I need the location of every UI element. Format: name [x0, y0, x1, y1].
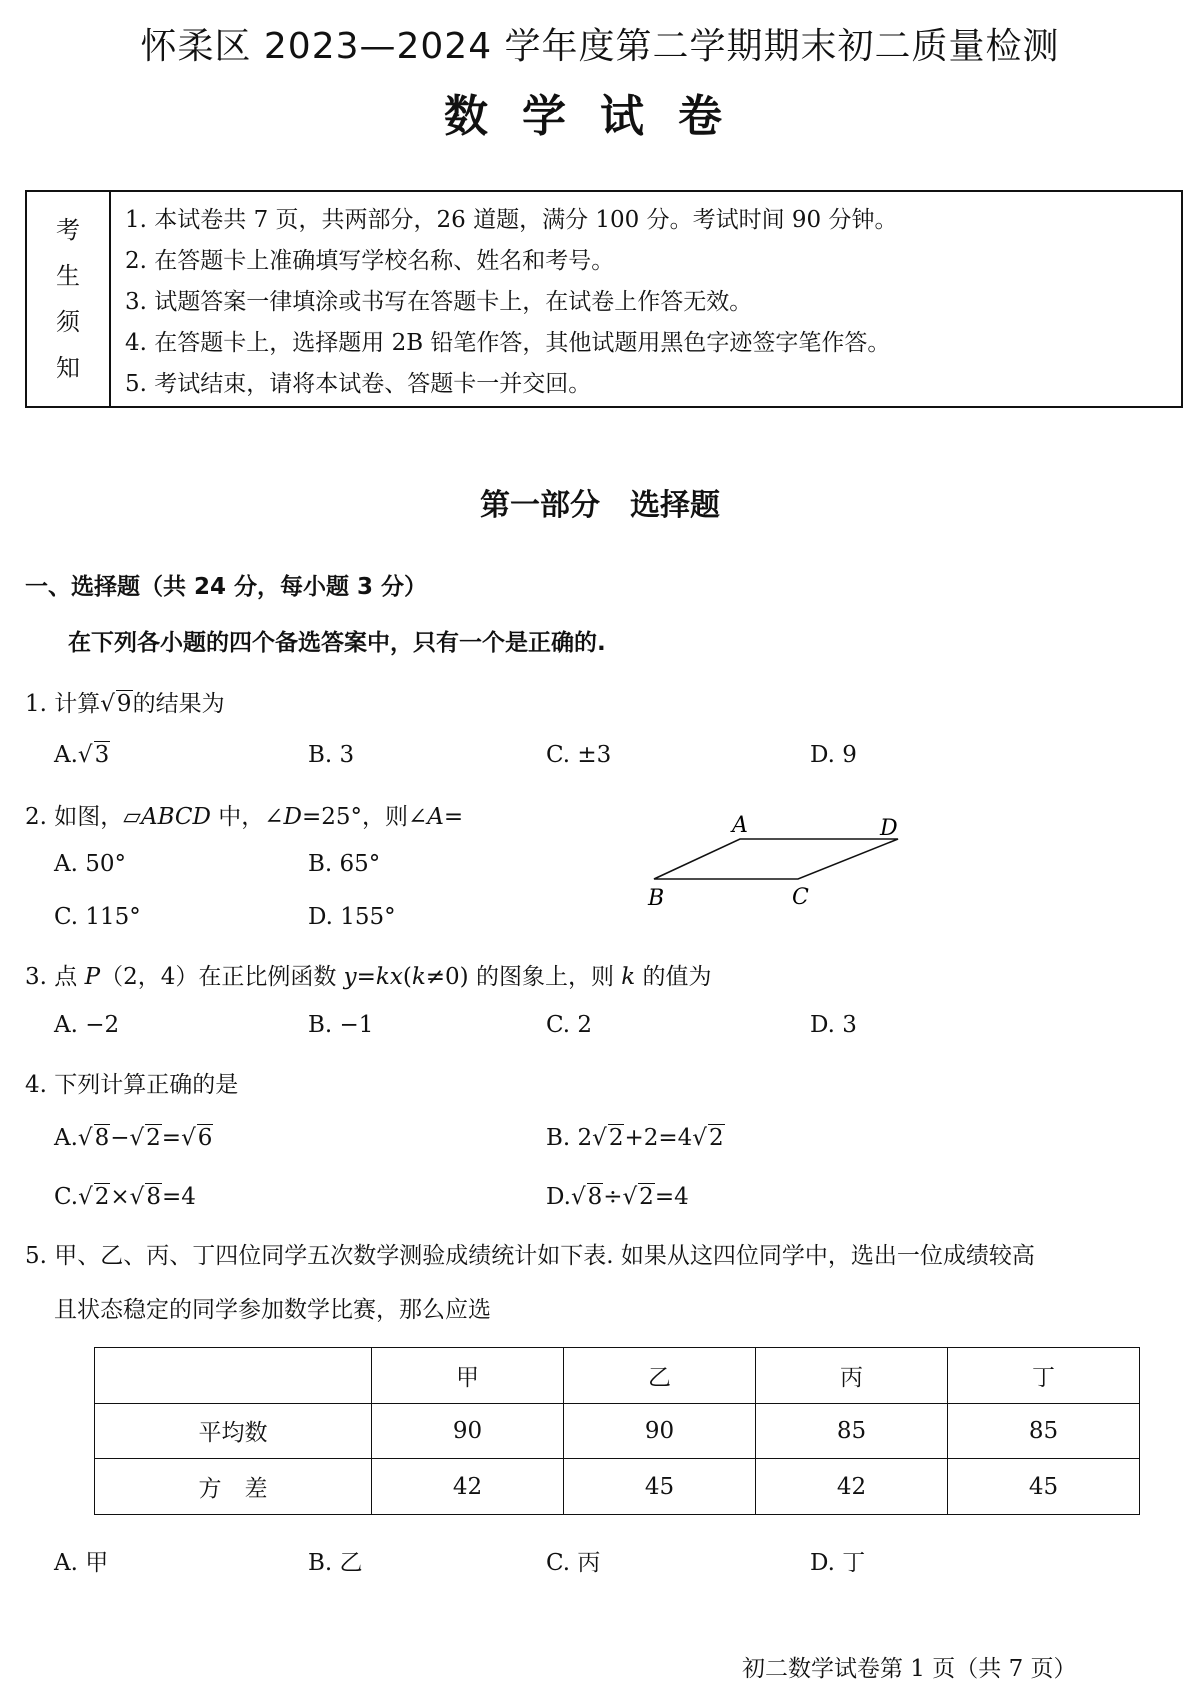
question-5-line2: 且状态稳定的同学参加数学比赛，那么应选: [54, 1297, 491, 1323]
q4-a-part: −: [110, 1125, 130, 1151]
notice-label-char: 须: [56, 308, 80, 336]
table-header-row: [95, 1348, 1140, 1404]
q5-option-a: A. 甲: [54, 1550, 109, 1576]
table-cell: 乙: [564, 1348, 756, 1404]
q3-stem-part: 3. 点: [25, 964, 85, 990]
q3-stem-part: ≠0) 的图象上，则: [425, 964, 622, 990]
question-2: [25, 798, 463, 831]
q2-stem-part: A: [427, 804, 444, 830]
parallelogram-figure: [640, 805, 920, 915]
table-cell: 45: [948, 1459, 1140, 1515]
q2-stem-part: D: [283, 804, 302, 830]
table-row: [95, 1459, 1140, 1515]
q4-d-part: 2: [639, 1184, 654, 1210]
q2-option-d: D. 155°: [308, 904, 396, 930]
q3-stem-part: （2，4）在正比例函数: [100, 964, 344, 990]
q4-option-b: B. 2√2+2=4√2: [546, 1125, 724, 1151]
notice-item: 5. 考试结束，请将本试卷、答题卡一并交回。: [125, 371, 592, 397]
exam-subtitle: 数学试卷: [444, 91, 756, 142]
q3-stem-part: (: [402, 964, 412, 990]
notice-item: 1. 本试卷共 7 页，共两部分，26 道题，满分 100 分。考试时间 90 分钟。: [125, 207, 898, 233]
table-cell: 方 差: [95, 1459, 372, 1515]
table-cell: 90: [372, 1403, 564, 1459]
q4-a-part: A.: [54, 1125, 78, 1151]
q3-stem-part: kx: [375, 964, 403, 990]
table-cell: 42: [372, 1459, 564, 1515]
vertex-b-label: B: [648, 886, 665, 911]
q3-stem-part: P: [84, 964, 101, 990]
section-heading: 一、选择题（共 24 分，每小题 3 分）: [25, 574, 428, 600]
q2-stem-part: ABCD: [140, 804, 211, 830]
question-5-line1: 5. 甲、乙、丙、丁四位同学五次数学测验成绩统计如下表. 如果从这四位同学中，选出一位成绩较高: [25, 1243, 1035, 1269]
q2-option-a: A. 50°: [54, 851, 126, 877]
notice-items: [111, 192, 898, 406]
table-cell: [95, 1348, 372, 1404]
q4-b-part: 2: [608, 1125, 624, 1151]
q4-d-part: ÷: [603, 1184, 623, 1210]
notice-label-char: 生: [56, 262, 80, 290]
notice-label-char: 知: [56, 354, 80, 382]
q5-option-d: D. 丁: [810, 1550, 866, 1576]
q4-c-part: 2: [94, 1184, 110, 1210]
q2-option-b: B. 65°: [308, 851, 381, 877]
q4-a-part: 6: [197, 1125, 213, 1151]
q2-stem-part: =: [443, 804, 464, 830]
candidate-notice-box: [25, 190, 1183, 408]
q2-stem-part: 中，∠: [210, 804, 284, 830]
exam-title: 怀柔区 2023—2024 学年度第二学期期末初二质量检测: [140, 26, 1060, 67]
notice-item: 2. 在答题卡上准确填写学校名称、姓名和考号。: [125, 248, 615, 274]
question-3: [25, 958, 712, 991]
q4-option-a: A.√8−√2=√6: [54, 1125, 213, 1151]
q1-option-b: B. 3: [308, 742, 355, 768]
table-cell: 85: [756, 1403, 948, 1459]
table-cell: 85: [948, 1403, 1140, 1459]
q4-option-c: C.√2×√8=4: [54, 1184, 196, 1210]
part-title: 第一部分 选择题: [480, 488, 720, 523]
vertex-d-label: D: [880, 816, 898, 841]
q1-option-a: A.√3: [54, 742, 110, 768]
table-row: [95, 1403, 1140, 1459]
q1-option-c: C. ±3: [546, 742, 612, 768]
notice-item: 3. 试题答案一律填涂或书写在答题卡上，在试卷上作答无效。: [125, 289, 753, 315]
q4-option-d: D.√8÷√2=4: [546, 1184, 689, 1210]
q4-d-part: 8: [587, 1184, 603, 1210]
q4-c-part: ×: [110, 1184, 130, 1210]
table-cell: 平均数: [95, 1403, 372, 1459]
q3-option-b: B. −1: [308, 1012, 374, 1038]
q4-d-part: D.: [546, 1184, 571, 1210]
q5-option-b: B. 乙: [308, 1550, 363, 1576]
q1-a-label: A.: [54, 742, 78, 768]
q2-option-c: C. 115°: [54, 904, 141, 930]
parallelogram-abcd: [654, 839, 898, 879]
q4-b-part: 2: [708, 1125, 724, 1151]
q3-stem-part: =: [356, 964, 376, 990]
page-footer: 初二数学试卷第 1 页（共 7 页）: [742, 1656, 1077, 1682]
q2-stem-part: 2. 如图，▱: [25, 804, 141, 830]
q4-d-part: =4: [654, 1184, 689, 1210]
table-cell: 42: [756, 1459, 948, 1515]
question-1: 1. 计算√9的结果为: [25, 691, 225, 717]
q3-stem-part: 的值为: [635, 964, 712, 990]
notice-label-char: 考: [56, 216, 80, 244]
q3-option-d: D. 3: [810, 1012, 857, 1038]
score-table: [94, 1347, 1140, 1515]
q4-b-part: B. 2: [546, 1125, 593, 1151]
vertex-c-label: C: [792, 885, 809, 910]
q4-c-part: C.: [54, 1184, 79, 1210]
q4-c-part: =4: [161, 1184, 196, 1210]
notice-item: 4. 在答题卡上，选择题用 2B 铅笔作答，其他试题用黑色字迹签字笔作答。: [125, 330, 891, 356]
q4-c-part: 8: [146, 1184, 161, 1210]
q3-stem-part: k: [411, 964, 426, 990]
q5-option-c: C. 丙: [546, 1550, 601, 1576]
q2-stem-part: =25°，则∠: [301, 804, 428, 830]
table-cell: 45: [564, 1459, 756, 1515]
q4-a-part: =: [161, 1125, 182, 1151]
table-cell: 丙: [756, 1348, 948, 1404]
q3-option-a: A. −2: [54, 1012, 120, 1038]
table-cell: 90: [564, 1403, 756, 1459]
q3-option-c: C. 2: [546, 1012, 593, 1038]
q4-a-part: 8: [94, 1125, 110, 1151]
q1-radicand: 9: [116, 691, 132, 717]
q3-stem-part: y: [343, 964, 357, 990]
table-cell: 甲: [372, 1348, 564, 1404]
q1-stem-pre: 1. 计算: [25, 691, 101, 717]
q1-a-radicand: 3: [94, 742, 110, 768]
table-cell: 丁: [948, 1348, 1140, 1404]
q4-a-part: 2: [146, 1125, 161, 1151]
q1-stem-post: 的结果为: [132, 691, 225, 717]
q4-b-part: +2=4: [624, 1125, 693, 1151]
question-4: 4. 下列计算正确的是: [25, 1072, 239, 1098]
q3-stem-part: k: [621, 964, 636, 990]
section-instruction: 在下列各小题的四个备选答案中，只有一个是正确的.: [68, 630, 606, 656]
q1-option-d: D. 9: [810, 742, 857, 768]
vertex-a-label: A: [732, 813, 748, 838]
notice-label: [27, 192, 111, 406]
